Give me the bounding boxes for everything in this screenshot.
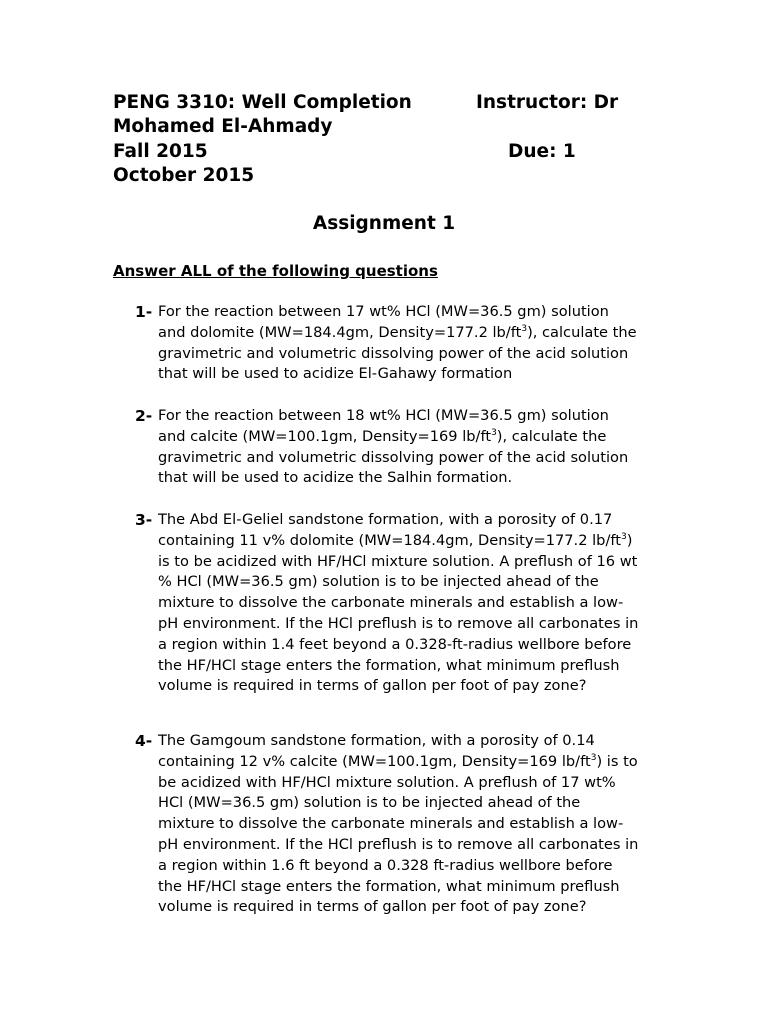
question-line: HCl (MW=36.5 gm) solution is to be injected ahead of the	[158, 794, 581, 812]
question-line: that will be used to acidize El-Gahawy formation	[158, 365, 513, 383]
question-number: 2-	[135, 407, 153, 425]
question-line	[158, 752, 638, 773]
line-text: ), calculate the	[527, 323, 637, 341]
line-text: ), calculate the	[496, 427, 607, 445]
question-number: 3-	[135, 511, 153, 529]
line-text: )	[626, 531, 633, 549]
line-text: and dolomite (MW=184.4gm, Density=177.2 lb/ft	[158, 323, 522, 341]
question-line: be acidized with HF/HCl mixture solution. A preflush of 17 wt%	[158, 773, 616, 791]
due-date: October 2015	[113, 165, 255, 186]
question-line	[158, 531, 632, 552]
question-line: The Gamgoum sandstone formation, with a porosity of 0.14	[158, 732, 595, 749]
instructor-label: Instructor: Dr	[476, 92, 619, 113]
question-line: the HF/HCl stage enters the formation, what minimum preflush	[158, 656, 620, 674]
superscript: 3	[620, 531, 627, 542]
question-number: 1-	[135, 303, 153, 321]
question-line: mixture to dissolve the carbonate minerals and establish a low-	[158, 594, 624, 612]
question-line: is to be acidized with HF/HCl mixture solution. A preflush of 16 wt	[158, 552, 638, 570]
question-line: the HF/HCl stage enters the formation, what minimum preflush	[158, 877, 620, 895]
question-line: pH environment. If the HCl preflush is to remove all carbonates in	[158, 836, 639, 853]
term: Fall 2015	[113, 141, 208, 162]
instructor-name: Mohamed El-Ahmady	[113, 116, 333, 137]
superscript: 3	[590, 752, 597, 763]
question-line: volume is required in terms of gallon per foot of pay zone?	[158, 677, 587, 695]
line-text: and calcite (MW=100.1gm, Density=169 lb/ft	[158, 427, 492, 445]
line-text: containing 11 v% dolomite (MW=184.4gm, Density=177.2 lb/ft	[158, 531, 621, 549]
superscript: 3	[521, 323, 528, 334]
question-line: mixture to dissolve the carbonate minerals and establish a low-	[158, 815, 624, 833]
line-text: containing 12 v% calcite (MW=100.1gm, Density=169 lb/ft	[158, 752, 591, 770]
question-line: a region within 1.4 feet beyond a 0.328-ft-radius wellbore before	[158, 635, 632, 653]
question-line: gravimetric and volumetric dissolving power of the acid solution	[158, 448, 629, 466]
question-line: % HCl (MW=36.5 gm) solution is to be injected ahead of the	[158, 573, 599, 591]
line-text: ) is to	[596, 752, 638, 770]
superscript: 3	[491, 427, 497, 438]
question-line: volume is required in terms of gallon per foot of pay zone?	[158, 898, 587, 916]
question-line: For the reaction between 17 wt% HCl (MW=36.5 gm) solution	[158, 303, 609, 320]
question-line: The Abd El-Geliel sandstone formation, with a porosity of 0.17	[158, 511, 613, 528]
question-line: pH environment. If the HCl preflush is to remove all carbonates in	[158, 615, 639, 632]
question-line: For the reaction between 18 wt% HCl (MW=36.5 gm) solution	[158, 407, 609, 424]
assignment-title: Assignment 1	[312, 213, 456, 234]
question-line: that will be used to acidize the Salhin formation.	[158, 469, 513, 487]
question-line: a region within 1.6 ft beyond a 0.328 ft-radius wellbore before	[158, 856, 613, 874]
question-line	[158, 427, 606, 448]
question-number: 4-	[135, 732, 153, 750]
due-label: Due: 1	[508, 141, 576, 162]
course-title: PENG 3310: Well Completion	[113, 92, 412, 113]
question-line: gravimetric and volumetric dissolving power of the acid solution	[158, 344, 629, 362]
instructions: Answer ALL of the following questions	[113, 262, 438, 280]
question-line	[158, 323, 637, 344]
